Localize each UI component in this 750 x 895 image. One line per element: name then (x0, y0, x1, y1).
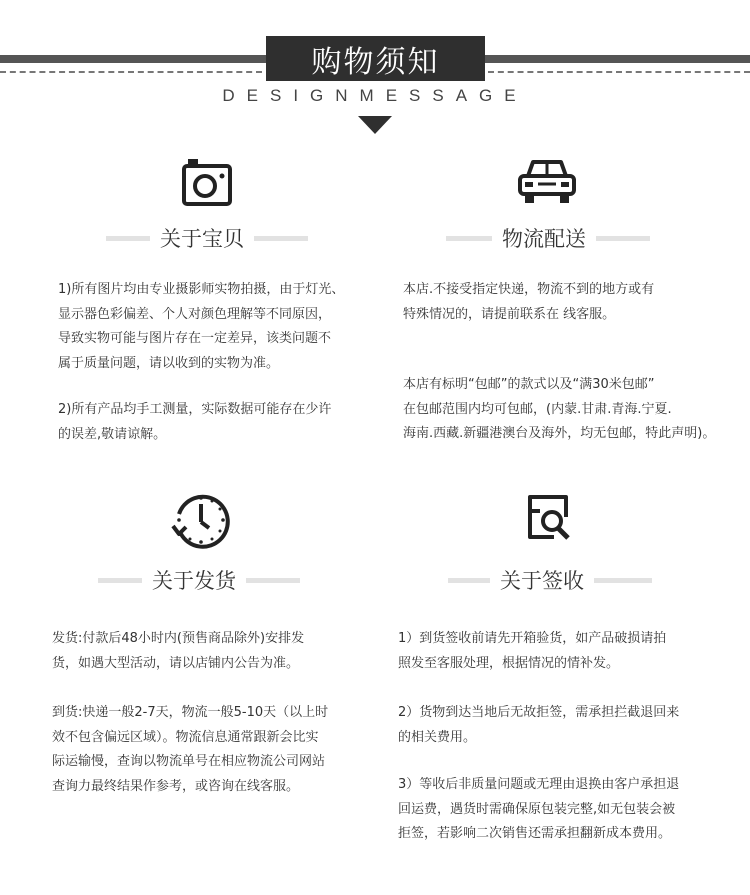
section-heading-receiving (448, 566, 652, 596)
camera-icon (180, 156, 234, 208)
section-title: 物流配送 (492, 224, 596, 254)
paragraph: 本店有标明“包邮”的款式以及“满30米包邮” 在包邮范围内均可包邮，(内蒙.甘肃.青海.宁夏. 海南.西藏.新疆港澳台及海外，均无包邮，特此声明)。 (403, 377, 716, 441)
clock-icon (171, 490, 231, 550)
header-dashed-line-right (488, 71, 750, 73)
paragraph: 1）到货签收前请先开箱验货，如产品破损请拍 照发至客服处理，根据情况的情补发。 (398, 631, 667, 671)
section-heading-logistics (446, 224, 650, 254)
header-dashed-line-left (0, 71, 262, 73)
paragraph: 到货:快递一般2-7天，物流一般5-10天（以上时 效不包含偏远区域）。物流信息通常跟新会比实 际运输慢，查询以物流单号在相应物流公司网站 查询力最终结果作参考，或咨询在线客服。 (52, 705, 329, 794)
section-title: 关于签收 (490, 566, 594, 596)
section-title: 关于发货 (142, 566, 246, 596)
section-heading-about-item (106, 224, 308, 254)
page-subtitle: DESIGNMESSAGE (222, 86, 528, 105)
paragraph: 本店.不接受指定快递，物流不到的地方或有 特殊情况的，请提前联系在 线客服。 (403, 282, 655, 322)
section-heading-shipping (98, 566, 300, 596)
section-title: 关于宝贝 (150, 224, 254, 254)
page-title: 购物须知 (266, 36, 485, 81)
paragraph: 2)所有产品均手工测量，实际数据可能存在少许 的误差,敬请谅解。 (58, 402, 332, 442)
paragraph: 发货:付款后48小时内(预售商品除外)安排发 货，如遇大型活动，请以店铺内公告为准。 (52, 631, 305, 671)
car-icon (516, 156, 578, 208)
paragraph: 2）货物到达当地后无故拒签，需承担拦截退回来 的相关费用。 (398, 705, 680, 745)
paragraph: 1)所有图片均由专业摄影师实物拍摄，由于灯光、 显示器色彩偏差、个人对颜色理解等不同原因， 导致实物可能与图片存在一定差异，该类问题不 属于质量问题，请以收到的实物为准。 (58, 282, 345, 371)
inspect-package-icon (524, 493, 574, 543)
paragraph: 3）等收后非质量问题或无理由退换由客户承担退 回运费，遇货时需确保原包装完整,如无包装会被 拒签，若影响二次销售还需承担翻新成本费用。 (398, 777, 680, 841)
triangle-down-icon (358, 116, 392, 134)
